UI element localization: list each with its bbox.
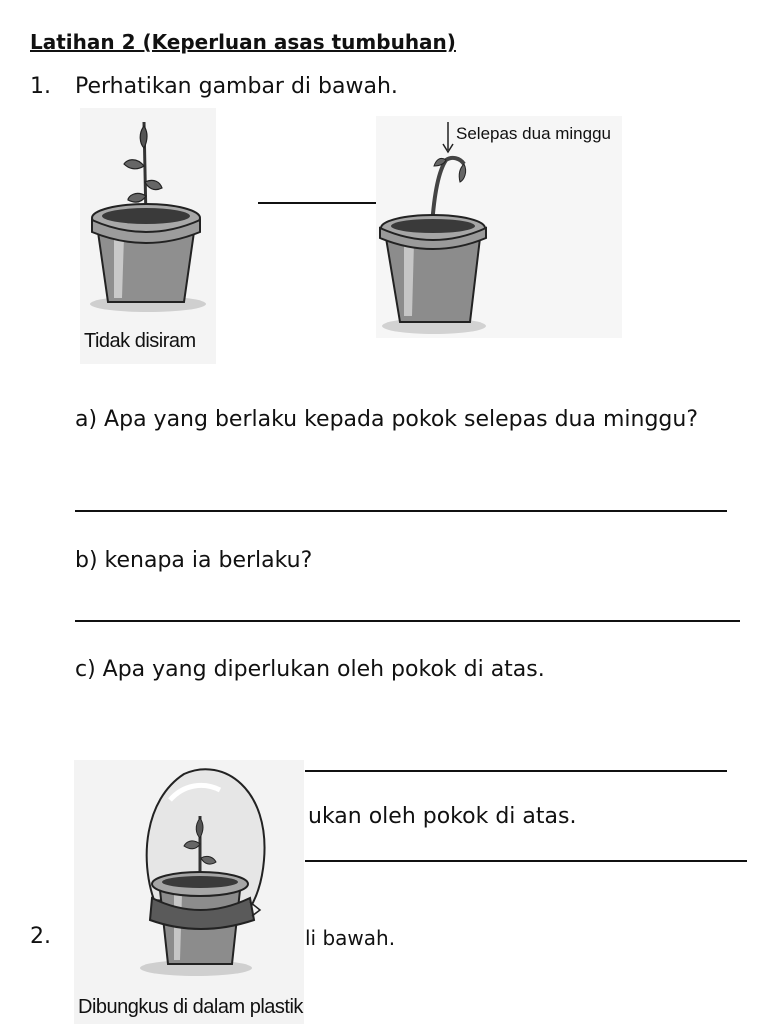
- worksheet-title: Latihan 2 (Keperluan asas tumbuhan): [30, 30, 456, 54]
- figure-healthy-plant: [80, 108, 216, 364]
- answer-line-extra[interactable]: [305, 860, 747, 862]
- question-1-number: 1.: [30, 74, 51, 99]
- figure-wilted-plant: [376, 116, 622, 338]
- question-1c: c) Apa yang diperlukan oleh pokok di atas.: [75, 657, 545, 682]
- caption-wrapped-in-plastic: Dibungkus di dalam plastik: [78, 996, 303, 1018]
- plastic-covered-plant-illustration: [74, 760, 304, 990]
- question-1b: b) kenapa ia berlaku?: [75, 548, 313, 573]
- answer-line-1b[interactable]: [75, 620, 740, 622]
- answer-line-1a[interactable]: [75, 510, 727, 512]
- healthy-plant-illustration: [80, 108, 216, 364]
- figure-plant-in-plastic: [74, 760, 304, 1024]
- answer-line-1c[interactable]: [305, 770, 727, 772]
- caption-not-watered: Tidak disiram: [84, 330, 196, 352]
- note-after-two-weeks: Selepas dua minggu: [456, 124, 612, 143]
- overlap-text-fragment: ukan oleh pokok di atas.: [308, 804, 577, 829]
- question-2-number: 2.: [30, 924, 51, 949]
- question-2-instruction-fragment: li bawah.: [305, 926, 396, 950]
- question-1a: a) Apa yang berlaku kepada pokok selepas dua minggu?: [75, 407, 699, 432]
- question-1-instruction: Perhatikan gambar di bawah.: [75, 74, 398, 99]
- wilted-plant-illustration: [376, 116, 622, 338]
